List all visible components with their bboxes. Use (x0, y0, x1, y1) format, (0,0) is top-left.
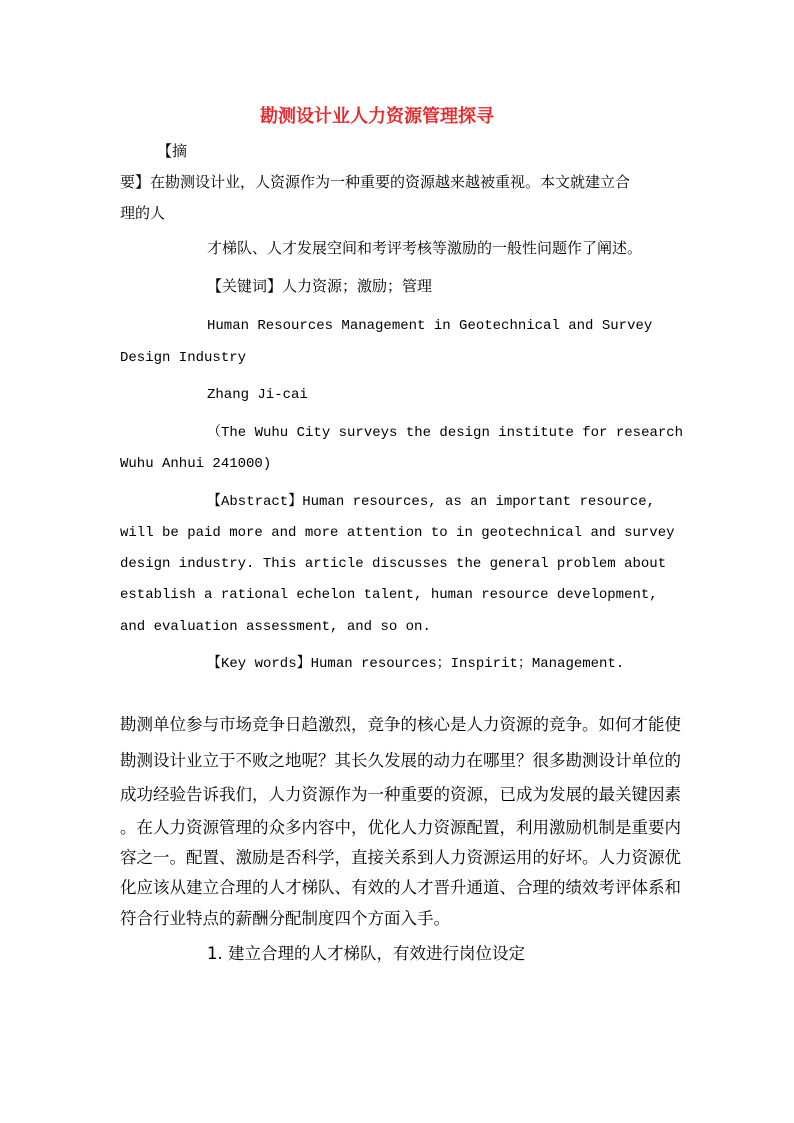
abstract-cn-line-2: 理的人 (120, 204, 166, 222)
abstract-cn-line-1: 要】在勘测设计业，人资源作为一种重要的资源越来越被重视。本文就建立合 (120, 173, 631, 191)
english-abstract-line-2: will be paid more and more attention to in geotechnical and survey (120, 525, 675, 541)
abstract-cn-label: 【摘 (157, 142, 188, 160)
body-paragraph-line-6: 化应该从建立合理的人才梯队、有效的人才晋升通道、合理的绩效考评体系和 (120, 878, 681, 897)
keywords-cn: 【关键词】人力资源；激励；管理 (207, 277, 433, 295)
body-paragraph-line-2: 勘测设计业立于不败之地呢？其长久发展的动力在哪里？很多勘测设计单位的 (120, 751, 681, 770)
english-title-line-1: Human Resources Management in Geotechnical and Survey (207, 318, 653, 334)
english-abstract-line-4: establish a rational echelon talent, human resource development, (120, 587, 658, 603)
author-name: Zhang Ji-cai (207, 387, 308, 403)
document-title: 勘测设计业人力资源管理探寻 (260, 106, 494, 127)
affiliation-line-1: （The Wuhu City surveys the design institute for research (207, 425, 684, 441)
body-paragraph-line-1: 勘测单位参与市场竞争日趋激烈，竞争的核心是人力资源的竞争。如何才能使 (120, 715, 681, 734)
section-1-heading: 1. 建立合理的人才梯队，有效进行岗位设定 (207, 944, 525, 963)
english-keywords: 【Key words】Human resources；Inspirit；Management. (207, 656, 625, 672)
english-abstract-line-3: design industry. This article discusses the general problem about (120, 556, 667, 572)
english-title-line-2: Design Industry (120, 350, 247, 366)
english-abstract-line-5: and evaluation assessment, and so on. (120, 619, 431, 635)
body-paragraph-line-4: 。在人力资源管理的众多内容中，优化人力资源配置，利用激励机制是重要内 (120, 818, 681, 837)
body-paragraph-line-7: 符合行业特点的薪酬分配制度四个方面入手。 (120, 909, 450, 928)
english-abstract-line-1: 【Abstract】Human resources, as an important resource, (207, 494, 656, 510)
abstract-cn-line-3: 才梯队、人才发展空间和考评考核等激励的一般性问题作了阐述。 (207, 239, 643, 257)
body-paragraph-line-5: 容之一。配置、激励是否科学，直接关系到人力资源运用的好坏。人力资源优 (120, 848, 681, 867)
affiliation-line-2: Wuhu Anhui 241000) (120, 456, 272, 472)
body-paragraph-line-3: 成功经验告诉我们，人力资源作为一种重要的资源，已成为发展的最关键因素 (120, 785, 681, 804)
